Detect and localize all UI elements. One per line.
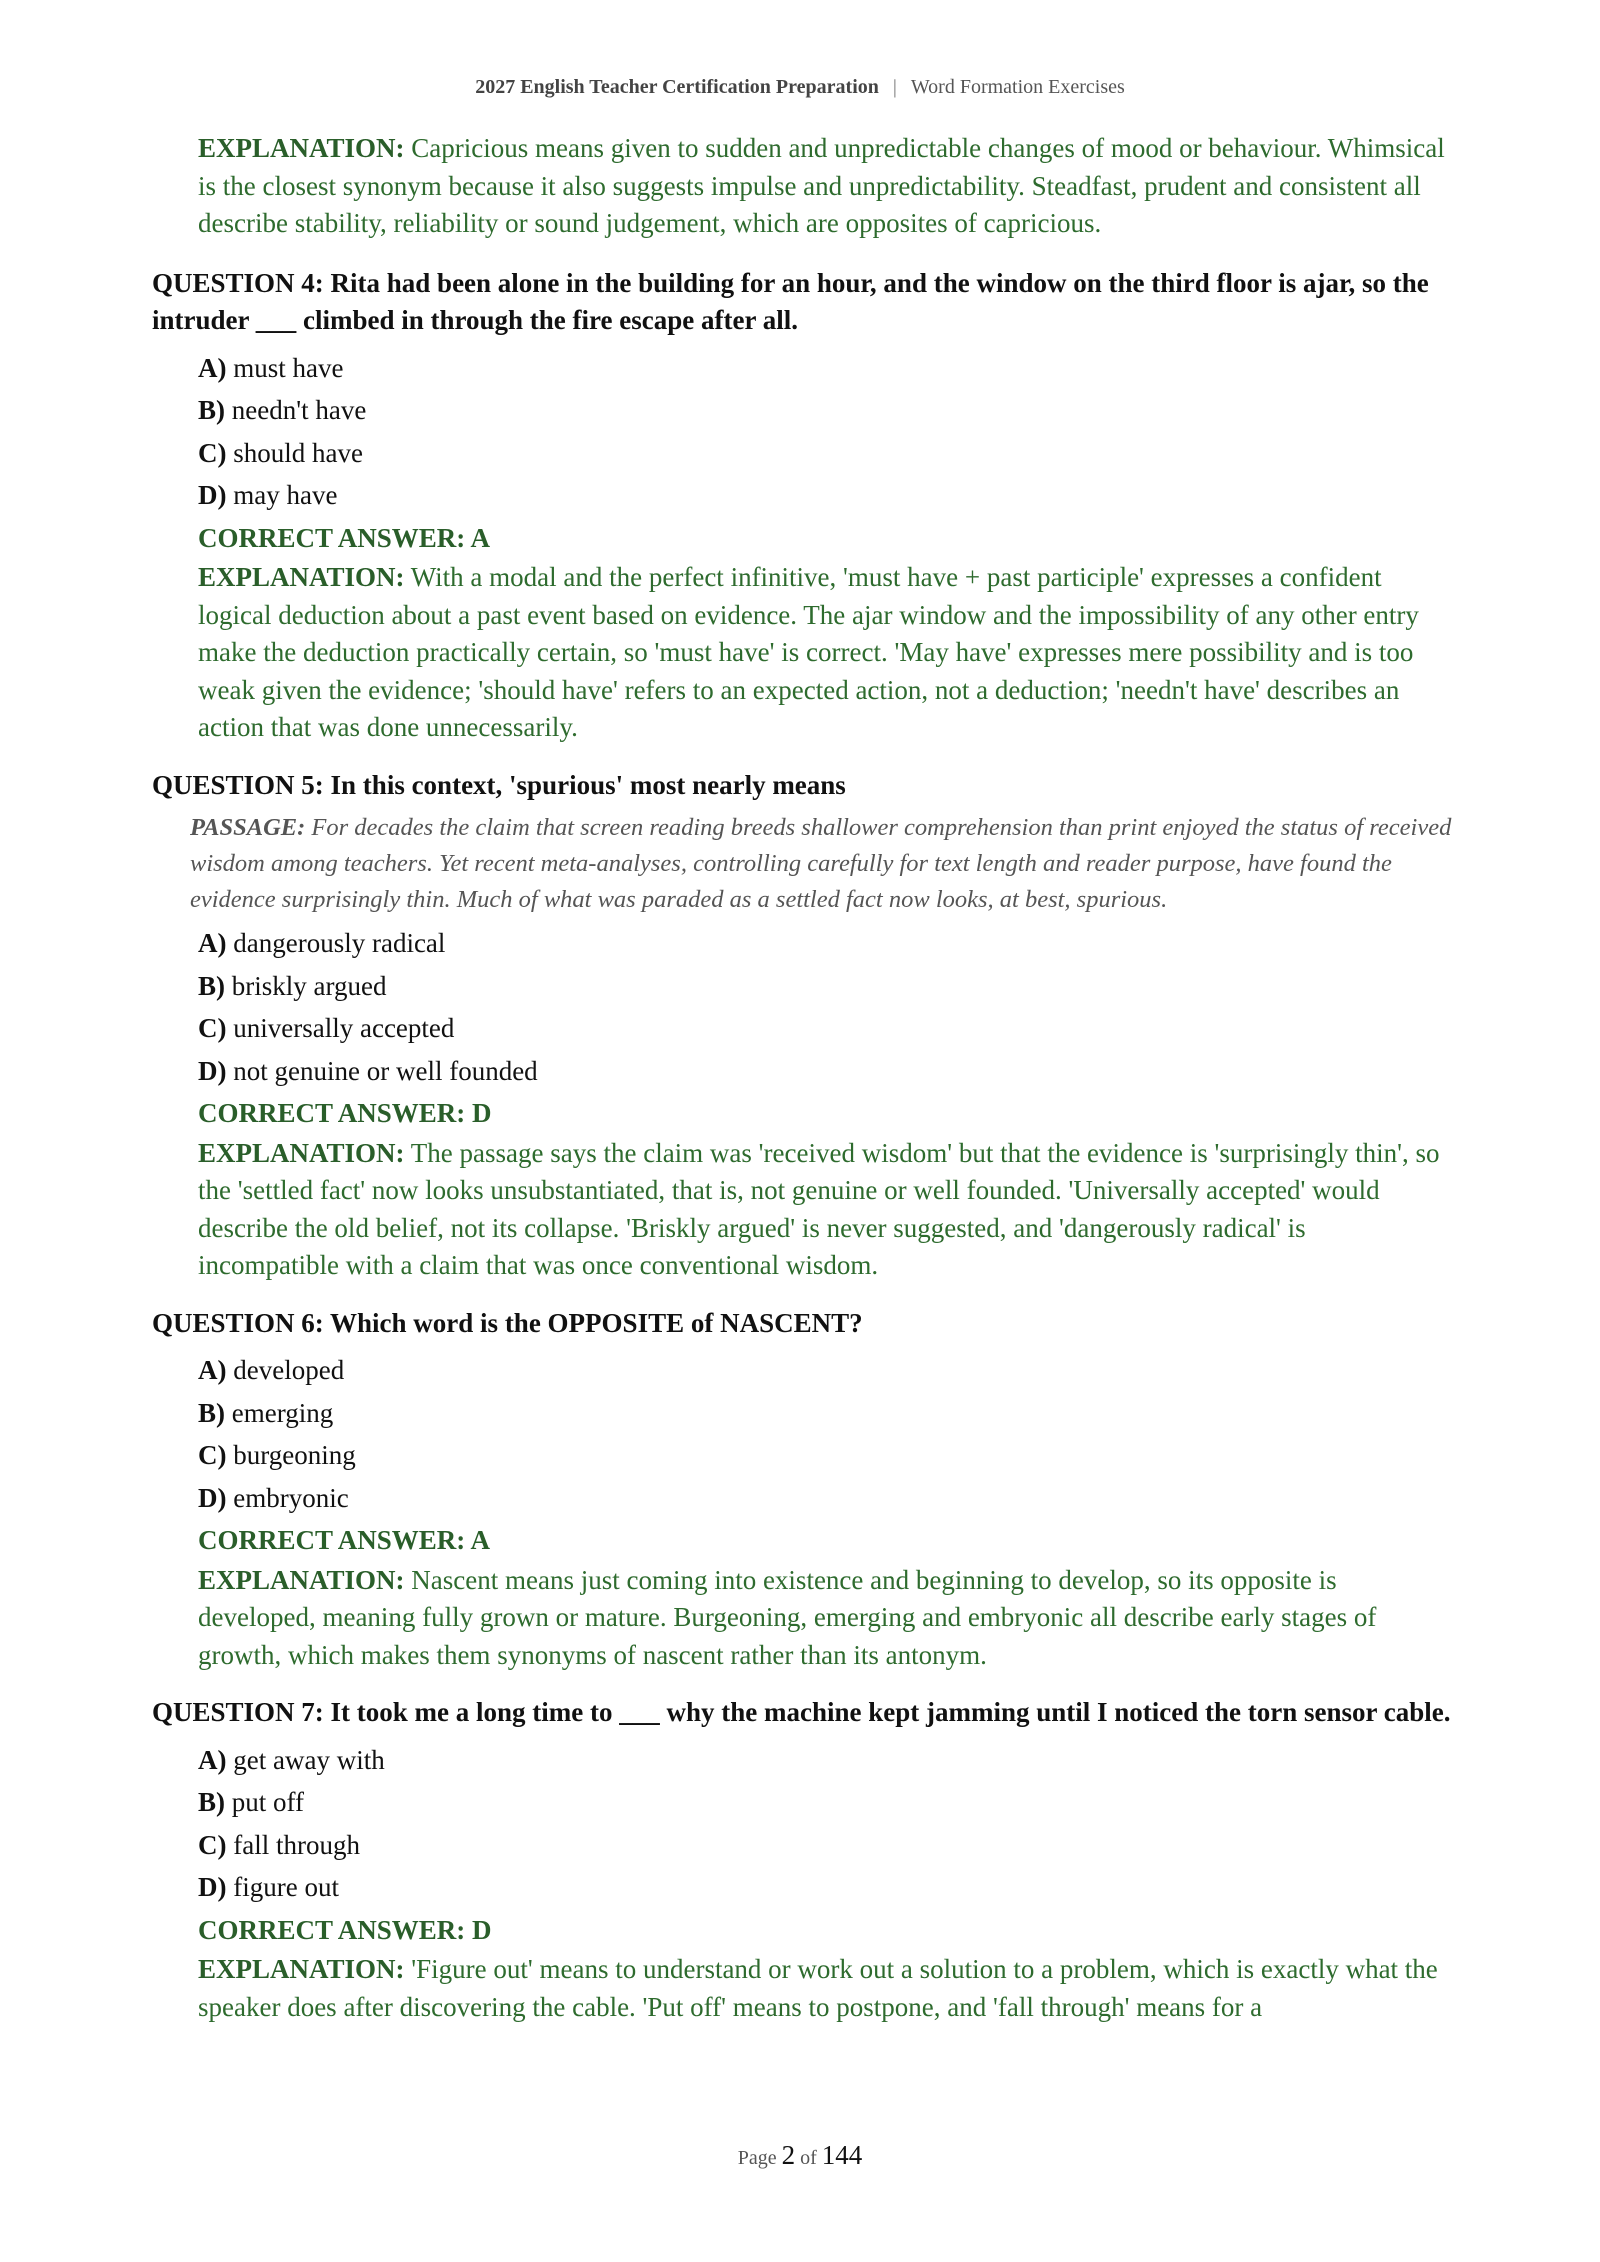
option-c [198,1434,1452,1477]
header-title: 2027 English Teacher Certification Preparation [475,76,879,98]
question-4-options [198,347,1452,517]
option-c [198,1007,1452,1050]
explanation-text: 'Figure out' means to understand or work out a solution to a problem, which is exactly what the speaker does after discovering the cable. 'Put off' means to postpone, and 'fall through' means for a [198,1954,1438,2022]
explanation-label: EXPLANATION: [198,1137,405,1168]
question-6-answer: CORRECT ANSWER: A [198,1525,491,1555]
option-text: must have [233,352,344,383]
question-5-options [198,922,1452,1092]
option-letter: B) [198,1787,225,1817]
option-letter: C) [198,1829,227,1860]
option-letter: A) [198,352,227,383]
question-6-stem: QUESTION 6: Which word is the OPPOSITE of NASCENT? [152,1307,863,1338]
option-letter: B) [198,970,225,1001]
question-6-options [198,1349,1452,1519]
option-letter: A) [198,928,227,958]
option-letter: D) [198,1055,227,1086]
of-word: of [800,2147,817,2169]
passage-label: PASSAGE: [190,814,306,841]
explanation-label: EXPLANATION: [198,133,405,163]
option-text: figure out [233,1872,339,1902]
option-text: briskly argued [231,970,387,1001]
option-text: put off [231,1787,304,1817]
option-d [198,1050,1452,1093]
question-6-explanation [198,1562,1452,1675]
option-text: embryonic [233,1482,349,1513]
option-text: not genuine or well founded [233,1055,538,1086]
option-letter: A) [198,1355,227,1385]
option-a [198,1349,1452,1392]
page-word: Page [737,2147,777,2169]
question-7-answer: CORRECT ANSWER: D [198,1914,492,1945]
explanation-q3 [198,130,1452,243]
page-number: 2 [781,2140,796,2170]
option-letter: C) [198,1440,227,1470]
option-letter: D) [198,1872,227,1902]
option-b [198,965,1452,1008]
option-letter: B) [198,1397,225,1428]
total-pages: 144 [821,2140,863,2170]
explanation-text: Capricious means given to sudden and unpredictable changes of mood or behaviour. Whimsical is the closest synonym because it also suggests impulse and unpredictability. Steadfast, prudent and consistent all describe stability, reliability or sound judgement, which are opposites of capricious. [198,133,1445,238]
question-7-stem: QUESTION 7: It took me a long time to ___ why the machine kept jamming until I noticed the torn sensor cable. [152,1697,1451,1727]
option-c [198,432,1452,475]
explanation-text: The passage says the claim was 'received wisdom' but that the evidence is 'surprisingly thin', so the 'settled fact' now looks unsubstantiated, that is, not genuine or well founded. 'Universally accepted' would describe the old belief, not its collapse. 'Briskly argued' is never suggested, and 'dangerously radical' is incompatible with a claim that was once conventional wisdom. [198,1137,1440,1280]
explanation-text: With a modal and the perfect infinitive, 'must have + past participle' expresses a confident logical deduction about a past event based on evidence. The ajar window and the impossibility of any other entry make the deduction practically certain, so 'must have' is correct. 'May have' expresses mere possibility and is too weak given the evidence; 'should have' refers to an expected action, not a deduction; 'needn't have' describes an action that was done unnecessarily. [198,562,1419,742]
option-text: should have [233,437,363,468]
explanation-label: EXPLANATION: [198,1564,405,1595]
explanation-label: EXPLANATION: [198,1954,405,1984]
page-footer [0,2140,1600,2171]
option-b [198,1781,1452,1824]
question-4-explanation [198,559,1452,747]
question-7-options [198,1739,1452,1909]
question-5-explanation [198,1135,1452,1285]
option-b [198,1392,1452,1435]
question-5-passage [190,810,1452,918]
header-section: Word Formation Exercises [910,76,1125,98]
option-text: burgeoning [233,1440,356,1470]
explanation-text: Nascent means just coming into existence and beginning to develop, so its opposite is developed, meaning fully grown or mature. Burgeoning, emerging and embryonic all describe early stages of growth, which makes them synonyms of nascent rather than its antonym. [198,1564,1377,1670]
option-text: needn't have [231,395,367,425]
option-a [198,922,1452,965]
option-letter: D) [198,1482,227,1513]
option-text: universally accepted [233,1013,455,1043]
option-letter: A) [198,1744,227,1775]
main-content [152,130,1452,2026]
option-text: emerging [231,1397,334,1428]
option-a [198,347,1452,390]
option-d [198,474,1452,517]
question-5-answer: CORRECT ANSWER: D [198,1098,492,1128]
option-text: may have [233,480,338,510]
option-d [198,1477,1452,1520]
question-4-answer: CORRECT ANSWER: A [198,522,491,553]
option-text: get away with [233,1744,385,1775]
passage-text: For decades the claim that screen reading breeds shallower comprehension than print enjoyed the status of received wisdom among teachers. Yet recent meta-analyses, controlling carefully for text length and reader purpose, have found the evidence surprisingly thin. Much of what was paraded as a settled fact now looks, at best, spurious. [190,814,1452,913]
header-separator: | [892,76,897,98]
running-header [0,76,1600,99]
explanation-label: EXPLANATION: [198,562,405,592]
option-a [198,1739,1452,1782]
option-letter: B) [198,395,225,425]
option-text: fall through [233,1829,360,1860]
question-7-explanation [198,1951,1452,2026]
option-text: developed [233,1355,345,1385]
option-d [198,1866,1452,1909]
option-letter: D) [198,480,227,510]
option-letter: C) [198,437,227,468]
option-b [198,389,1452,432]
option-c [198,1824,1452,1867]
option-text: dangerously radical [233,928,446,958]
question-5-stem: QUESTION 5: In this context, 'spurious' most nearly means [152,769,846,800]
question-4-stem: QUESTION 4: Rita had been alone in the building for an hour, and the window on the third floor is ajar, so the intruder ___ climbed in through the fire escape after all. [152,267,1429,335]
option-letter: C) [198,1013,227,1043]
